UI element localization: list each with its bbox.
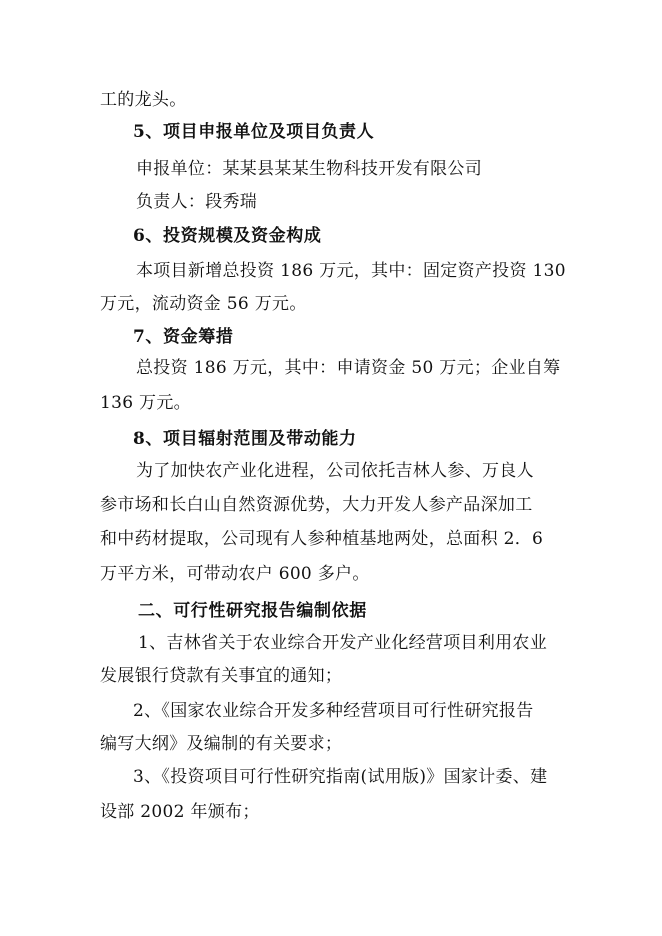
funding-text-line-2: 136 万元。 (100, 393, 191, 413)
basis-item-2-line-1: 2、《国家农业综合开发多种经营项目可行性研究报告 (133, 701, 534, 721)
funding-text-line-1: 总投资 186 万元，其中：申请资金 50 万元；企业自筹 (136, 358, 561, 378)
scope-text-line-2: 参市场和长白山自然资源优势，大力开发人参产品深加工 (100, 495, 533, 515)
scope-text-line-4: 万平方米，可带动农户 600 多户。 (100, 564, 370, 584)
chapter-heading-2: 二、可行性研究报告编制依据 (138, 601, 367, 621)
basis-item-1-line-2: 发展银行贷款有关事宜的通知； (100, 666, 343, 686)
basis-item-3-line-1: 3、《投资项目可行性研究指南(试用版)》国家计委、建 (133, 767, 548, 787)
section-heading-6: 6、投资规模及资金构成 (133, 226, 322, 246)
applicant-unit-line: 申报单位：某某县某某生物科技开发有限公司 (136, 159, 482, 179)
section-heading-8: 8、项目辐射范围及带动能力 (133, 429, 357, 449)
scope-text-line-1: 为了加快农产业化进程，公司依托吉林人参、万良人 (136, 461, 534, 481)
section-heading-5: 5、项目申报单位及项目负责人 (133, 122, 375, 142)
paragraph-continuation: 工的龙头。 (100, 90, 187, 110)
section-heading-7: 7、资金筹措 (133, 327, 234, 347)
basis-item-2-line-2: 编写大纲》及编制的有关要求； (100, 734, 343, 754)
investment-text-line-1: 本项目新增总投资 186 万元，其中：固定资产投资 130 (136, 261, 566, 281)
scope-text-line-3: 和中药材提取，公司现有人参种植基地两处，总面积 2．6 (100, 529, 544, 549)
investment-text-line-2: 万元，流动资金 56 万元。 (100, 294, 307, 314)
responsible-person-line: 负责人：段秀瑞 (136, 192, 258, 212)
basis-item-3-line-2: 设部 2002 年颁布； (100, 802, 260, 822)
basis-item-1-line-1: 1、吉林省关于农业综合开发产业化经营项目利用农业 (138, 633, 548, 653)
